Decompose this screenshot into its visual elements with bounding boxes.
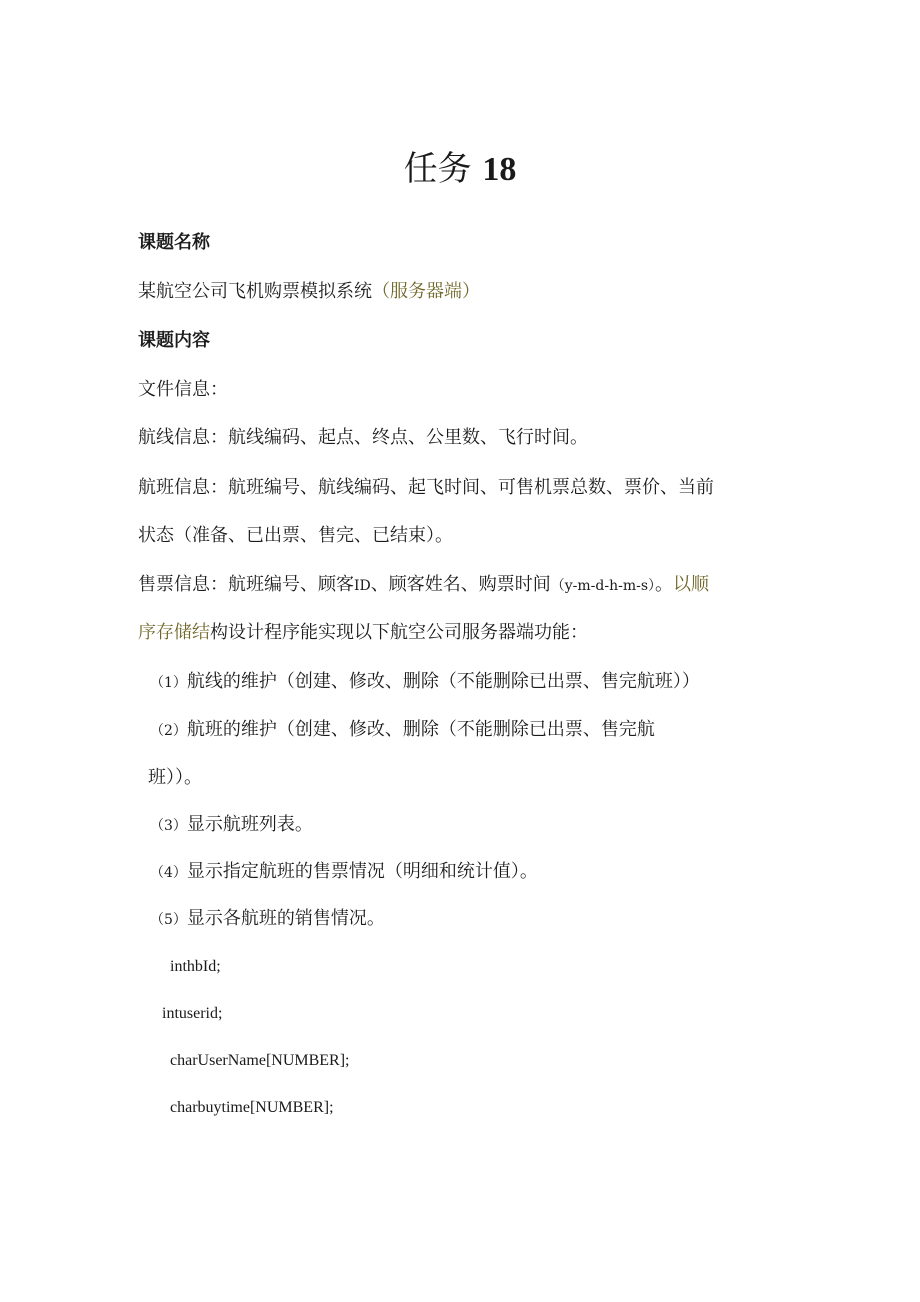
function-3-number: （3）	[150, 818, 187, 834]
function-item-2	[150, 718, 655, 743]
code-line-1: inthbId;	[170, 958, 221, 975]
title-number: 18	[482, 151, 517, 188]
function-item-3	[150, 813, 313, 838]
ticket-info	[138, 573, 709, 598]
function-5-number: （5）	[150, 912, 187, 928]
code-line-3: charUserName[NUMBER];	[170, 1052, 350, 1069]
design-statement	[138, 621, 588, 645]
ticket-info-a: 售票信息：航班编号、顾客	[138, 574, 354, 595]
flight-info-line1: 航班信息：航班编号、航线编码、起飞时间、可售机票总数、票价、当前	[138, 477, 714, 498]
function-item-2-continued: 班））。	[148, 767, 202, 788]
code-line-2: intuserid;	[162, 1005, 223, 1022]
route-info: 航线信息：航线编码、起点、终点、公里数、飞行时间。	[138, 427, 588, 448]
function-1-number: （1）	[150, 675, 187, 691]
ticket-info-accent: 以顺	[673, 574, 710, 595]
function-3-text: 显示航班列表。	[186, 814, 313, 835]
code-line-4: charbuytime[NUMBER];	[170, 1099, 334, 1116]
function-item-1	[150, 670, 700, 695]
topic-name-main: 某航空公司飞机购票模拟系统	[138, 281, 372, 302]
ticket-info-c: 。	[655, 574, 674, 595]
ticket-info-id: ID	[354, 578, 371, 594]
function-4-text: 显示指定航班的售票情况（明细和统计值）。	[186, 861, 538, 882]
function-1-text: 航线的维护（创建、修改、删除（不能删除已出票、售完航班））	[186, 671, 700, 692]
ticket-info-b: 、顾客姓名、购票时间	[370, 574, 551, 595]
function-2-number: （2）	[150, 723, 187, 739]
ticket-info-time: （y-m-d-h-m-s）	[550, 578, 656, 594]
document-title	[0, 146, 920, 193]
design-accent: 序存储结	[138, 622, 210, 643]
function-2-text: 航班的维护（创建、修改、删除（不能删除已出票、售完航	[186, 719, 655, 740]
function-4-number: （4）	[150, 865, 187, 881]
title-text: 任务	[403, 149, 472, 189]
heading-topic-name: 课题名称	[138, 232, 210, 253]
topic-name	[138, 280, 480, 304]
function-5-text: 显示各航班的销售情况。	[186, 908, 385, 929]
design-rest: 构设计程序能实现以下航空公司服务器端功能：	[210, 622, 588, 643]
topic-name-accent: （服务器端）	[372, 281, 480, 302]
file-info: 文件信息：	[138, 379, 228, 400]
heading-topic-content: 课题内容	[138, 330, 210, 351]
flight-info-line2: 状态（准备、已出票、售完、已结束）。	[138, 525, 453, 546]
function-item-5	[150, 907, 385, 932]
function-item-4	[150, 860, 538, 885]
